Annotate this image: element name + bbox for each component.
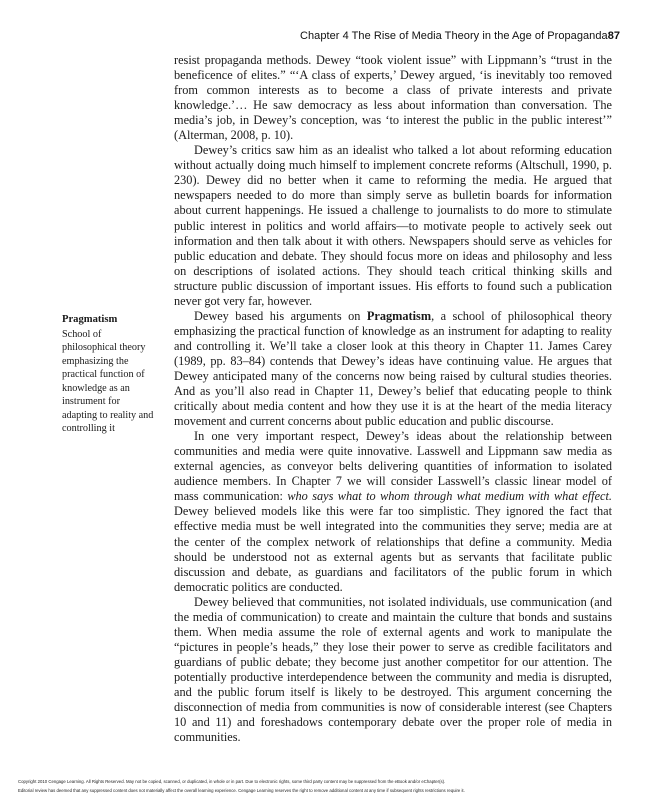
paragraph-5: Dewey believed that communities, not isolated individuals, use communication (and the media of communication) to create and maintain the culture that bonds and sustains them. When media assume the role of external agents and work to manipulate the “pictures in people’s heads,” they lose their power to serve as credible facilitators and guardians of public debate; they become just another competitor for our attention. The potentially productive interdependence between the community and media is disrupted, and the public forum itself is likely to be destroyed. This argument concerning the disconnection of media from communities is now of considerable interest (see Chapters 10 and 11) and foreshadows contemporary debate over the proper role of media in communities.: [174, 594, 612, 745]
paragraph-3: [174, 309, 612, 429]
margin-note-term: Pragmatism: [62, 314, 118, 325]
paragraph-3-part-b: , a school of philosophical theory emphasizing the practical function of knowledge as an instrument for adapting to reality and controlling it. We’ll take a closer look at this theory in Chapter 11. James Carey (1989, pp. 83–84) contends that Dewey’s ideas have continuing value. He argues that Dewey anticipated many of the concerns now being raised by cultural studies theories. And as you’ll also read in Chapter 11, Dewey’s belief that educating people to think critically about media content and how they use it is at the heart of the media literacy movement and current concerns about public education and public discourse.: [174, 308, 612, 429]
page-number: 87: [607, 30, 621, 42]
paragraph-4: [174, 429, 612, 595]
copyright-line-1: Copyright 2010 Cengage Learning. All Rights Reserved. May not be copied, scanned, or duplicated, in whole or in part. Due to electronic rights, some third party content may be suppressed from the eBook and/or eChapter(s).: [18, 779, 446, 784]
lasswell-model-quote: who says what to whom through what medium with what effect.: [287, 489, 612, 504]
paragraph-1: resist propaganda methods. Dewey “took violent issue” with Lippmann’s “trust in the beneficence of elites.” “‘A class of experts,’ Dewey argued, ‘is inevitably too removed from common interests as to become a class of private interests and private knowledge.’… He saw democracy as less about information than conversation. The media’s job, in Dewey’s conception, was ‘to interest the public in the public interest’” (Alterman, 2008, p. 10).: [174, 53, 612, 143]
paragraph-4-part-b: Dewey believed models like this were far too simplistic. They ignored the fact that effective media must be well integrated into the communities they serve; media are at the center of the complex network of relationships that define a community. Media should be understood not as external agents but as servants that facilitate public discussion and debate, as guardians and facilitators of the public forum in which democratic politics are conducted.: [174, 504, 612, 594]
margin-note-definition: School of philosophical theory emphasizing the practical function of knowledge as an instrument for adapting to reality and controlling it: [62, 328, 154, 434]
body-text: [174, 53, 612, 745]
copyright-footer: [18, 777, 628, 795]
paragraph-3-part-a: Dewey based his arguments on: [194, 308, 367, 323]
running-head: [300, 30, 621, 42]
margin-note: [62, 313, 154, 436]
paragraph-2: Dewey’s critics saw him as an idealist who talked a lot about reforming education without actually doing much himself to implement concrete reforms (Altschull, 1990, p. 230). Dewey did no better when it came to reforming the media. He argued that newspapers needed to do more than simply serve as bulletin boards for information about current happenings. He issued a challenge to journalists to do more to stimulate public interest in politics and world affairs—to motivate people to actively seek out information and then talk about it with others. Newspapers should serve as vehicles for public education and debate. They should focus more on ideas and philosophy and less on descriptions of isolated actions. They should teach critical thinking skills and structure public discussion of important issues. His efforts to found such a publication never got very far, however.: [174, 143, 612, 308]
paragraph-4-part-a: In one very important respect, Dewey’s ideas about the relationship between communities and media were quite innovative. Lasswell and Lippmann saw media as external agencies, as conveyor belts delivering quantities of information to isolated audience members. In Chapter 7 we will consider Lasswell’s classic linear model of mass communication:: [174, 429, 612, 504]
running-title: Chapter 4 The Rise of Media Theory in the Age of Propaganda: [300, 30, 608, 42]
copyright-line-2: Editorial review has deemed that any suppressed content does not materially affect the overall learning experience. Cengage Learning reserves the right to remove additional content at any time if subsequent rights restrictions require it.: [18, 788, 465, 793]
key-term-pragmatism: Pragmatism: [366, 308, 432, 323]
